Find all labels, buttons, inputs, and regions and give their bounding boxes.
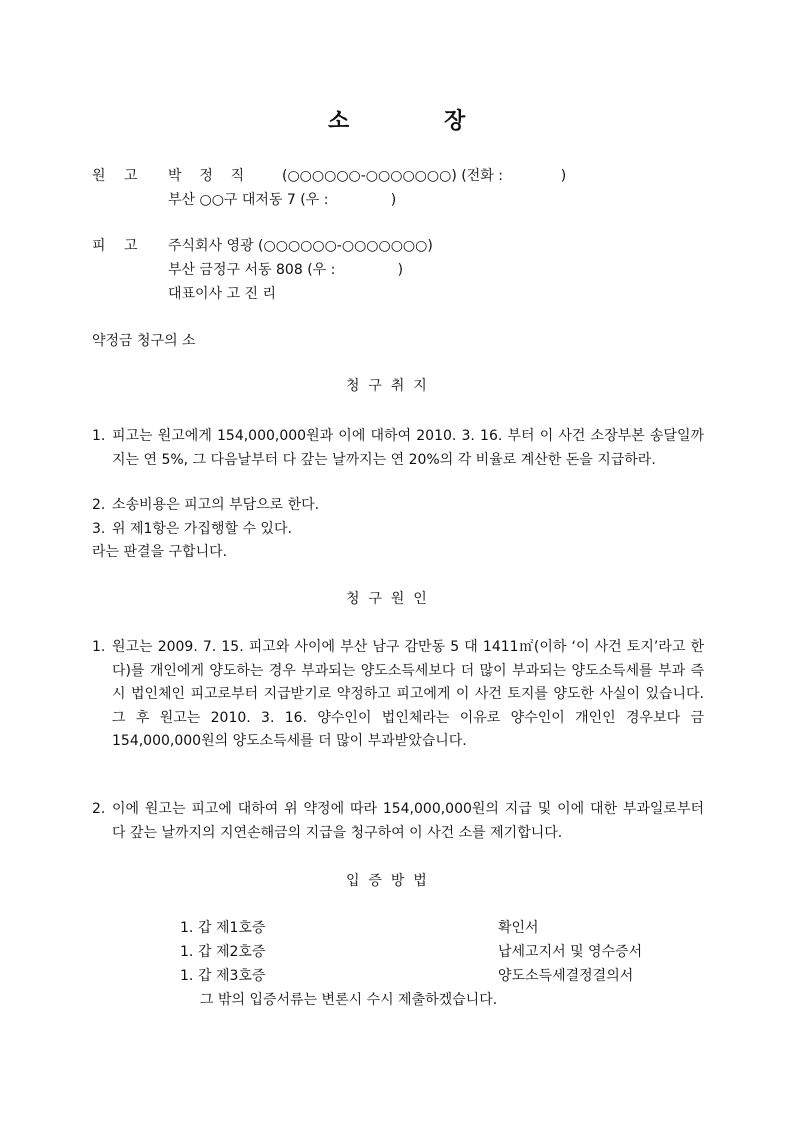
- claim-cause-item-1: [92, 636, 704, 754]
- claim-cause-item-2-num: 2.: [92, 801, 106, 817]
- claim-cause-heading: 청 구 원 인: [346, 591, 427, 607]
- evidence-row-2-id: 갑 제2호증: [198, 944, 266, 960]
- defendant-label-1: 피: [92, 238, 106, 254]
- evidence-row-3-id: 갑 제3호증: [198, 968, 266, 984]
- evidence-note: 그 밖의 입증서류는 변론시 수시 제출하겠습니다.: [200, 992, 498, 1008]
- claim-purpose-item-3: [92, 518, 704, 542]
- defendant-representative: 대표이사 고 진 리: [168, 286, 277, 302]
- title-char-1: 소: [328, 109, 350, 134]
- claim-purpose-item-2-text: 소송비용은 피고의 부담으로 한다.: [112, 497, 320, 513]
- case-name: 약정금 청구의 소: [92, 333, 196, 349]
- evidence-row-1-num: 1.: [180, 920, 194, 936]
- evidence-row-2-desc: 납세고지서 및 영수증서: [498, 944, 643, 960]
- claim-cause-item-1-num: 1.: [92, 639, 106, 655]
- defendant-name-id: 주식회사 영광 (○○○○○○-○○○○○○○): [168, 238, 433, 254]
- claim-purpose-item-3-num: 3.: [92, 521, 106, 537]
- plaintiff-id-phone: (○○○○○○-○○○○○○○) (전화 : ): [282, 168, 567, 184]
- plaintiff-address: 부산 ○○구 대저동 7 (우 : ): [168, 192, 397, 208]
- claim-purpose-item-2: [92, 494, 704, 518]
- claim-purpose-item-3-text: 위 제1항은 가집행할 수 있다.: [112, 521, 292, 537]
- evidence-row-1-id: 갑 제1호증: [198, 920, 266, 936]
- title-char-2: 장: [444, 109, 466, 134]
- defendant-address: 부산 금정구 서동 808 (우 : ): [168, 262, 404, 278]
- evidence-row-1-desc: 확인서: [498, 920, 539, 936]
- claim-purpose-heading: 청 구 취 지: [346, 378, 427, 394]
- claim-cause-item-2: [92, 798, 704, 845]
- plaintiff-label-2: 고: [124, 168, 138, 184]
- evidence-row-2-num: 1.: [180, 944, 194, 960]
- claim-purpose-item-1: [92, 425, 704, 472]
- evidence-row-3-desc: 양도소득세결정결의서: [498, 968, 634, 984]
- claim-cause-item-1-text: 원고는 2009. 7. 15. 피고와 사이에 부산 남구 감만동 5 대 1411㎡(이하 ‘이 사건 토지’라고 한다)를 개인에게 양도하는 경우 부과되는 양도소득세보다 더 많이 부과되는 양도소득세를 부과 즉시 법인체인 피고로부터 지급받기로 약정하고 피고에게 이 사건 토지를 양도한 사실이 있습니다. 그 후 원고는 2010. 3. 16. 양수인이 법인체라는 이유로 양수인이 개인인 경우보다 금 154,000,000원의 양도소득세를 더 많이 부과받았습니다.: [112, 639, 704, 749]
- defendant-label-2: 고: [124, 238, 138, 254]
- plaintiff-name: 박 정 직: [168, 168, 245, 184]
- evidence-row-3-num: 1.: [180, 968, 194, 984]
- plaintiff-label-1: 원: [92, 168, 106, 184]
- claim-purpose-closing: 라는 판결을 구합니다.: [92, 544, 228, 560]
- claim-purpose-item-1-num: 1.: [92, 428, 106, 444]
- claim-purpose-item-1-text: 피고는 원고에게 154,000,000원과 이에 대하여 2010. 3. 16. 부터 이 사건 소장부본 송달일까지는 연 5%, 그 다음날부터 다 갚는 날까지는 연 20%의 각 비율로 계산한 돈을 지급하라.: [112, 428, 704, 468]
- claim-purpose-item-2-num: 2.: [92, 497, 106, 513]
- claim-cause-item-2-text: 이에 원고는 피고에 대하여 위 약정에 따라 154,000,000원의 지급 및 이에 대한 부과일로부터 다 갚는 날까지의 지연손해금의 지급을 청구하여 이 사건 소를 제기합니다.: [112, 801, 704, 841]
- evidence-heading: 입 증 방 법: [346, 873, 427, 889]
